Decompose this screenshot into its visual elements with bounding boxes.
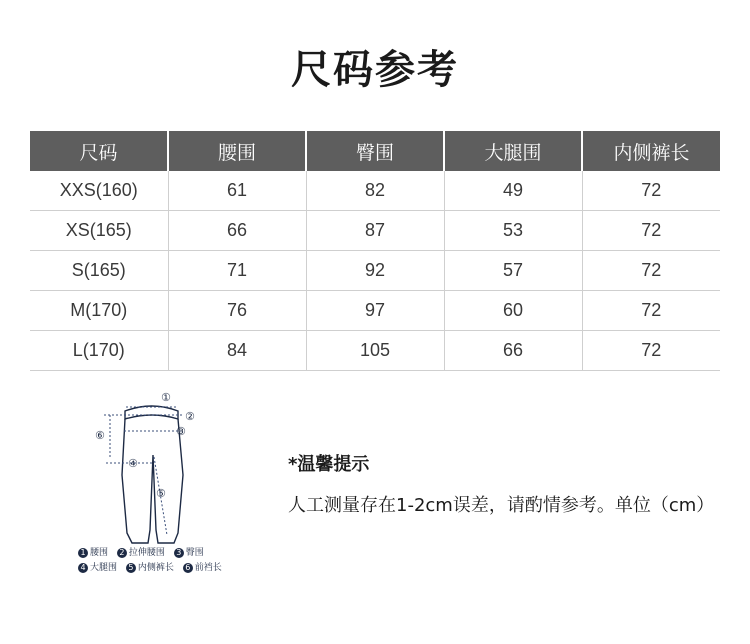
mark-5: ⑤: [156, 487, 166, 500]
cell-inseam: 72: [582, 171, 720, 211]
cell-hip: 92: [306, 251, 444, 291]
header-waist: 腰围: [168, 131, 306, 171]
cell-hip: 105: [306, 331, 444, 371]
tip-title: *温馨提示: [288, 454, 370, 475]
cell-thigh: 66: [444, 331, 582, 371]
cell-waist: 61: [168, 171, 306, 211]
legend-item: 3 臀围: [174, 548, 204, 558]
pants-outline: [122, 419, 183, 543]
legend-item: 1 腰围: [78, 548, 108, 558]
cell-waist: 71: [168, 251, 306, 291]
mark-6: ⑥: [95, 429, 105, 442]
cell-size: M(170): [30, 291, 168, 331]
cell-size: S(165): [30, 251, 168, 291]
header-thigh: 大腿围: [444, 131, 582, 171]
cell-thigh: 57: [444, 251, 582, 291]
cell-thigh: 60: [444, 291, 582, 331]
cell-waist: 66: [168, 211, 306, 251]
mark-2: ②: [185, 410, 195, 423]
diagram-legend-row-1: [78, 545, 210, 558]
mark-3: ③: [176, 425, 186, 438]
cell-size: XXS(160): [30, 171, 168, 211]
cell-hip: 82: [306, 171, 444, 211]
table-row: [30, 251, 720, 291]
cell-waist: 76: [168, 291, 306, 331]
cell-thigh: 53: [444, 211, 582, 251]
pants-waistband: [125, 406, 178, 419]
cell-thigh: 49: [444, 171, 582, 211]
cell-hip: 87: [306, 211, 444, 251]
size-table: [30, 131, 720, 371]
legend-item: 2 拉伸腰围: [117, 548, 165, 558]
table-row: [30, 331, 720, 371]
legend-item: 4 大腿围: [78, 563, 117, 573]
table-row: [30, 171, 720, 211]
cell-waist: 84: [168, 331, 306, 371]
header-size: 尺码: [30, 131, 168, 171]
table-row: [30, 291, 720, 331]
header-inseam: 内侧裤长: [582, 131, 720, 171]
mark-4: ④: [128, 457, 138, 470]
legend-item: 5 内侧裤长: [126, 563, 174, 573]
mark-1: ①: [161, 391, 171, 404]
legend-item: 6 前裆长: [183, 563, 222, 573]
cell-size: L(170): [30, 331, 168, 371]
table-header-row: [30, 131, 720, 171]
tip-body: 人工测量存在1-2cm误差，请酌情参考。单位（cm）: [288, 495, 715, 516]
page-title: 尺码参考: [291, 47, 459, 93]
cell-inseam: 72: [582, 291, 720, 331]
cell-hip: 97: [306, 291, 444, 331]
cell-inseam: 72: [582, 251, 720, 291]
cell-inseam: 72: [582, 211, 720, 251]
cell-size: XS(165): [30, 211, 168, 251]
table-row: [30, 211, 720, 251]
header-hip: 臀围: [306, 131, 444, 171]
diagram-legend-row-2: [78, 560, 228, 573]
cell-inseam: 72: [582, 331, 720, 371]
